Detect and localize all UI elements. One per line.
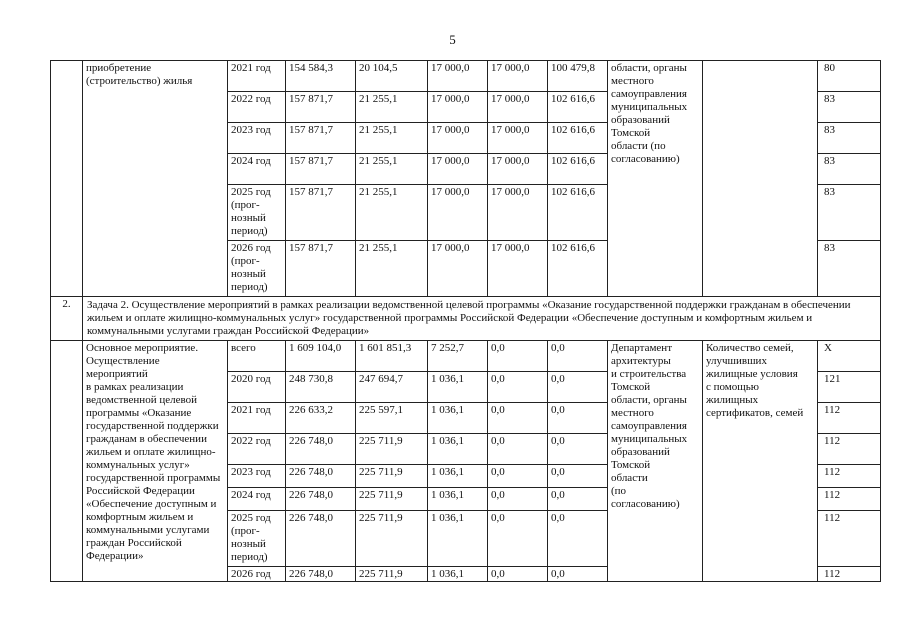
year-cell: 2023 год xyxy=(228,123,286,154)
loc-cell: 0,0 xyxy=(488,434,548,465)
reg-cell: 1 036,1 xyxy=(428,434,488,465)
indicator-value: 112 xyxy=(818,403,881,434)
loc-cell: 0,0 xyxy=(488,403,548,434)
year-cell: 2024 год xyxy=(228,488,286,511)
number-cell xyxy=(51,61,83,297)
indicator-value: 83 xyxy=(818,241,881,297)
extra-cell: 100 479,8 xyxy=(548,61,608,92)
year-cell: всего xyxy=(228,341,286,372)
indicator-value: 112 xyxy=(818,488,881,511)
reg-cell: 17 000,0 xyxy=(428,92,488,123)
loc-cell: 0,0 xyxy=(488,372,548,403)
reg-cell: 17 000,0 xyxy=(428,185,488,241)
reg-cell: 17 000,0 xyxy=(428,241,488,297)
extra-cell: 0,0 xyxy=(548,465,608,488)
fed-cell: 225 711,9 xyxy=(356,488,428,511)
fed-cell: 21 255,1 xyxy=(356,185,428,241)
table-row xyxy=(51,61,881,92)
loc-cell: 0,0 xyxy=(488,465,548,488)
year-cell: 2021 год xyxy=(228,403,286,434)
indicator-cell: Количество семей, улучшивших жилищные условия с помощью жилищных сертификатов, семей xyxy=(703,341,818,582)
year-cell: 2025 год (прог- нозный период) xyxy=(228,185,286,241)
task-2-block xyxy=(51,297,881,341)
fed-cell: 21 255,1 xyxy=(356,154,428,185)
extra-cell: 0,0 xyxy=(548,434,608,465)
indicator-value: 121 xyxy=(818,372,881,403)
task-2-text: Задача 2. Осуществление мероприятий в рамках реализации ведомственной целевой программы «Оказание государственной поддержки гражданам в обеспечении жильем и оплате жилищно-коммунальных услуг» государственной программы Российской Федерации «Обеспечение доступным и комфортным жильем и коммунальными услугами граждан Российской Федерации» xyxy=(83,297,881,341)
reg-cell: 17 000,0 xyxy=(428,123,488,154)
extra-cell: 102 616,6 xyxy=(548,123,608,154)
indicator-cell xyxy=(703,61,818,297)
reg-cell: 1 036,1 xyxy=(428,511,488,567)
loc-cell: 17 000,0 xyxy=(488,154,548,185)
extra-cell: 0,0 xyxy=(548,372,608,403)
loc-cell: 17 000,0 xyxy=(488,61,548,92)
total-cell: 248 730,8 xyxy=(286,372,356,403)
indicator-value: 112 xyxy=(818,434,881,465)
fed-cell: 1 601 851,3 xyxy=(356,341,428,372)
reg-cell: 1 036,1 xyxy=(428,403,488,434)
year-cell: 2022 год xyxy=(228,434,286,465)
extra-cell: 102 616,6 xyxy=(548,241,608,297)
year-cell: 2020 год xyxy=(228,372,286,403)
reg-cell: 7 252,7 xyxy=(428,341,488,372)
year-cell: 2022 год xyxy=(228,92,286,123)
fed-cell: 225 711,9 xyxy=(356,511,428,567)
fed-cell: 21 255,1 xyxy=(356,241,428,297)
indicator-value: 112 xyxy=(818,567,881,582)
program-table xyxy=(50,60,881,582)
fed-cell: 21 255,1 xyxy=(356,123,428,154)
extra-cell: 102 616,6 xyxy=(548,154,608,185)
loc-cell: 17 000,0 xyxy=(488,123,548,154)
fed-cell: 247 694,7 xyxy=(356,372,428,403)
task-number: 2. xyxy=(51,297,83,341)
extra-cell: 0,0 xyxy=(548,567,608,582)
year-cell: 2026 год xyxy=(228,567,286,582)
total-cell: 226 633,2 xyxy=(286,403,356,434)
total-cell: 226 748,0 xyxy=(286,488,356,511)
total-cell: 157 871,7 xyxy=(286,123,356,154)
executor-cell: области, органы местного самоуправления муниципальных образований Томской области (по согласованию) xyxy=(608,61,703,297)
activity-name: Основное мероприятие. Осуществление мероприятий в рамках реализации ведомственной целевой программы «Оказание государственной поддержки гражданам в обеспечении жильем и оплате жилищно- коммунальных услуг» государственной программы Российской Федерации «Обеспечение доступным и комфортным жильем и коммунальными услугами граждан Российской Федерации» xyxy=(83,341,228,582)
total-cell: 154 584,3 xyxy=(286,61,356,92)
indicator-value: 112 xyxy=(818,465,881,488)
section-2-body xyxy=(51,341,881,582)
total-cell: 157 871,7 xyxy=(286,185,356,241)
reg-cell: 1 036,1 xyxy=(428,465,488,488)
extra-cell: 102 616,6 xyxy=(548,185,608,241)
loc-cell: 0,0 xyxy=(488,511,548,567)
loc-cell: 17 000,0 xyxy=(488,92,548,123)
loc-cell: 0,0 xyxy=(488,488,548,511)
executor-cell: Департамент архитектуры и строительства Томской области, органы местного самоуправления муниципальных образований Томской области (по согласованию) xyxy=(608,341,703,582)
activity-name: приобретение (строительство) жилья xyxy=(83,61,228,297)
extra-cell: 0,0 xyxy=(548,488,608,511)
reg-cell: 17 000,0 xyxy=(428,154,488,185)
extra-cell: 0,0 xyxy=(548,341,608,372)
year-cell: 2021 год xyxy=(228,61,286,92)
table-row xyxy=(51,341,881,372)
indicator-value: 112 xyxy=(818,511,881,567)
total-cell: 157 871,7 xyxy=(286,154,356,185)
year-cell: 2025 год (прог- нозный период) xyxy=(228,511,286,567)
page-number: 5 xyxy=(449,32,456,47)
total-cell: 226 748,0 xyxy=(286,511,356,567)
indicator-value: 83 xyxy=(818,92,881,123)
indicator-value: X xyxy=(818,341,881,372)
extra-cell: 0,0 xyxy=(548,511,608,567)
loc-cell: 17 000,0 xyxy=(488,185,548,241)
task-2-row xyxy=(51,297,881,341)
indicator-value: 80 xyxy=(818,61,881,92)
extra-cell: 0,0 xyxy=(548,403,608,434)
fed-cell: 225 597,1 xyxy=(356,403,428,434)
extra-cell: 102 616,6 xyxy=(548,92,608,123)
section-1-body xyxy=(51,61,881,297)
fed-cell: 21 255,1 xyxy=(356,92,428,123)
total-cell: 226 748,0 xyxy=(286,567,356,582)
loc-cell: 17 000,0 xyxy=(488,241,548,297)
indicator-value: 83 xyxy=(818,185,881,241)
loc-cell: 0,0 xyxy=(488,567,548,582)
total-cell: 157 871,7 xyxy=(286,241,356,297)
year-cell: 2023 год xyxy=(228,465,286,488)
total-cell: 226 748,0 xyxy=(286,465,356,488)
reg-cell: 1 036,1 xyxy=(428,372,488,403)
number-cell xyxy=(51,341,83,582)
reg-cell: 1 036,1 xyxy=(428,567,488,582)
fed-cell: 225 711,9 xyxy=(356,434,428,465)
indicator-value: 83 xyxy=(818,154,881,185)
fed-cell: 225 711,9 xyxy=(356,465,428,488)
reg-cell: 17 000,0 xyxy=(428,61,488,92)
total-cell: 226 748,0 xyxy=(286,434,356,465)
loc-cell: 0,0 xyxy=(488,341,548,372)
total-cell: 157 871,7 xyxy=(286,92,356,123)
year-cell: 2024 год xyxy=(228,154,286,185)
year-cell: 2026 год (прог- нозный период) xyxy=(228,241,286,297)
total-cell: 1 609 104,0 xyxy=(286,341,356,372)
fed-cell: 225 711,9 xyxy=(356,567,428,582)
fed-cell: 20 104,5 xyxy=(356,61,428,92)
reg-cell: 1 036,1 xyxy=(428,488,488,511)
indicator-value: 83 xyxy=(818,123,881,154)
